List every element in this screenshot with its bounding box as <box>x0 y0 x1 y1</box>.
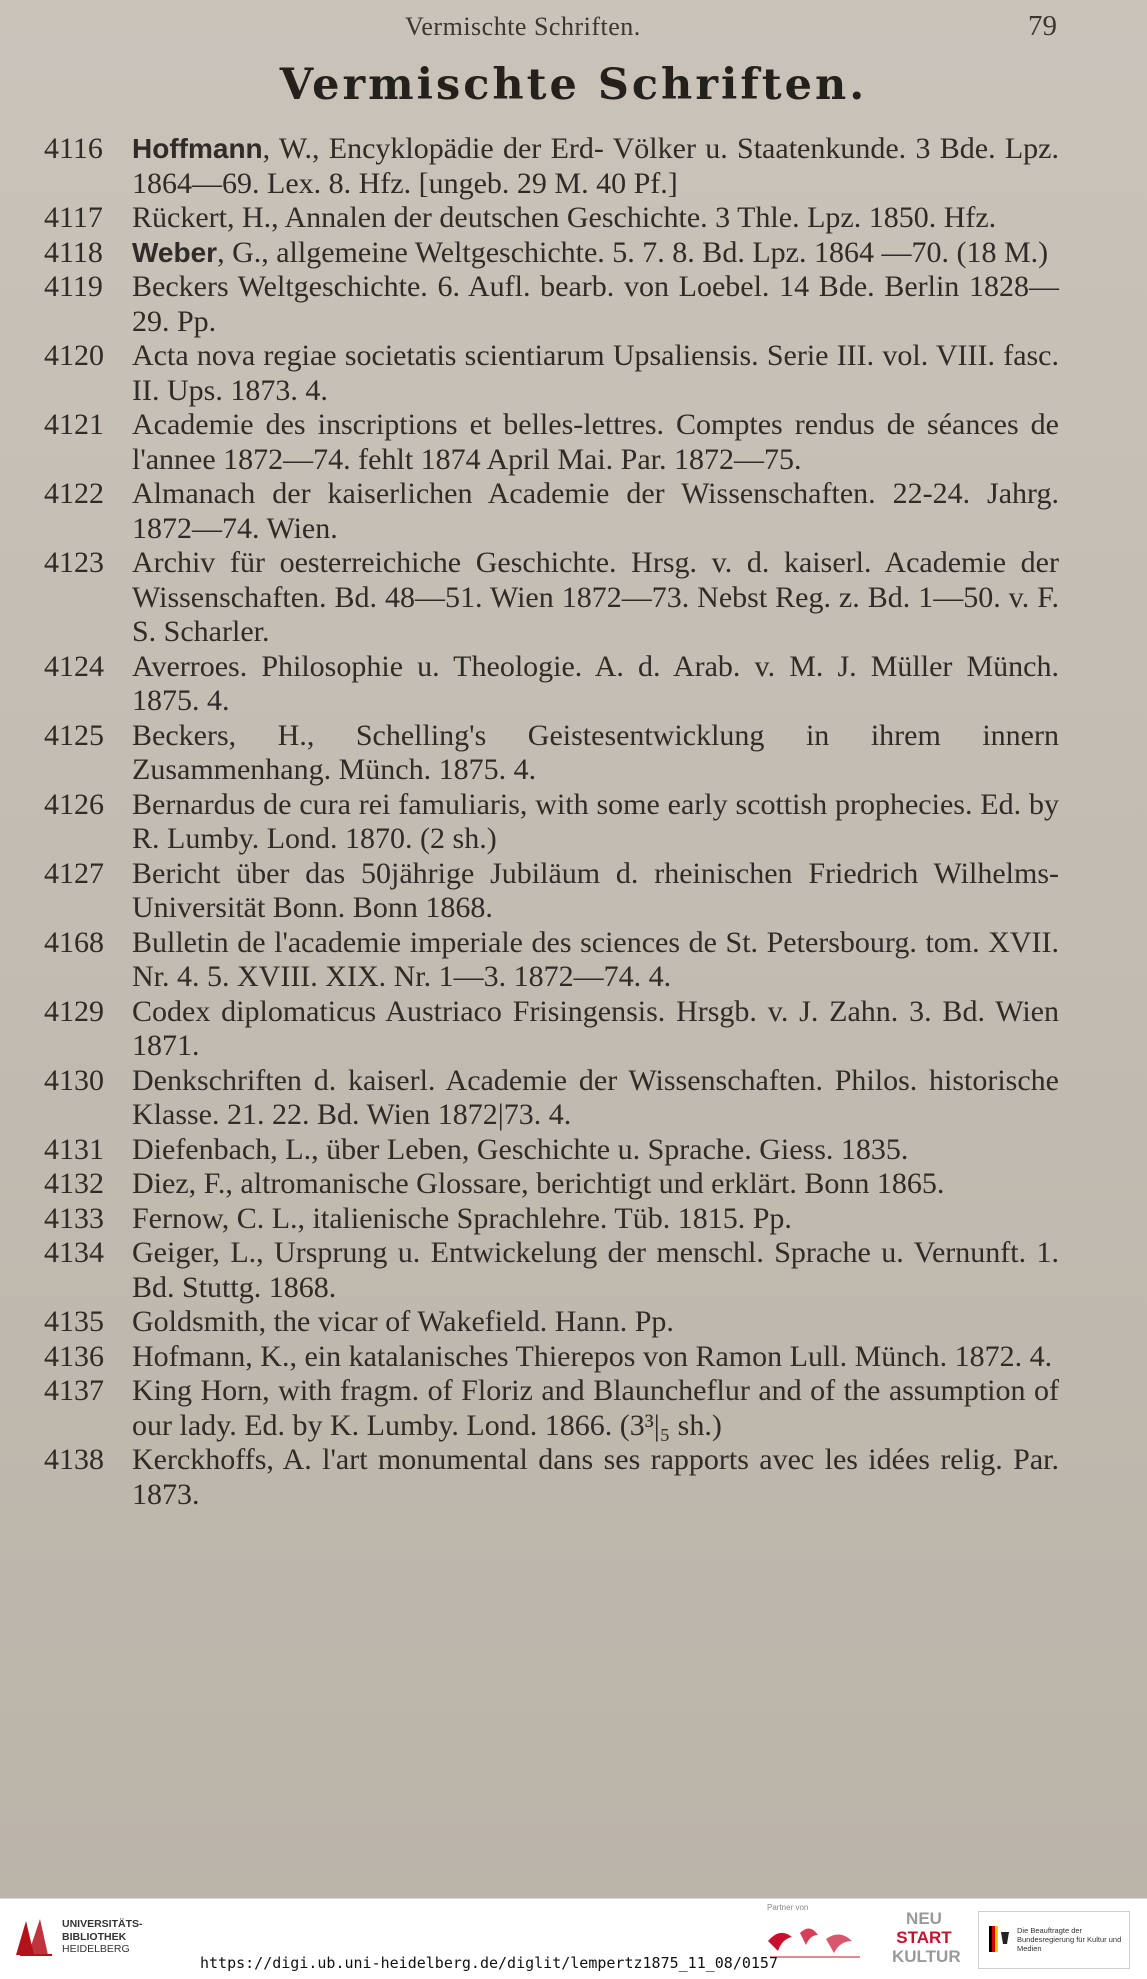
entry-number: 4123 <box>44 546 104 579</box>
catalogue-entry <box>44 650 1059 719</box>
catalogue-entry <box>44 1305 1059 1340</box>
library-name <box>62 1918 143 1956</box>
neustart-line: KULTUR <box>892 1947 961 1966</box>
page-number: 79 <box>1028 10 1057 42</box>
entry-text <box>132 1443 1059 1512</box>
catalogue-entry <box>44 408 1059 477</box>
entry-description: Diez, F., altromanische Glossare, berichtigt und erklärt. Bonn 1865. <box>132 1167 945 1200</box>
entry-description: Bernardus de cura rei famuliaris, with some early scottish prophecies. Ed. by R. Lumby. Lond. 1870. (2 sh.) <box>132 787 1059 855</box>
entry-number: 4132 <box>44 1167 104 1200</box>
entry-number: 4133 <box>44 1201 104 1235</box>
entry-text <box>132 719 1059 788</box>
entry-text <box>132 1133 1059 1168</box>
catalogue-entries <box>44 132 1059 1512</box>
entry-description: Beckers, H., Schelling's Geistesentwicklung in ihrem innern Zusammenhang. Münch. 1875. 4. <box>132 718 1059 786</box>
entry-description: King Horn, with fragm. of Floriz and Blauncheflur and of the assumption of our lady. Ed. by K. Lumby. Lond. 1866. (3³|₅ sh.) <box>132 1374 1059 1442</box>
entry-text <box>132 1374 1059 1443</box>
entry-description: , W., Encyklopädie der Erd- Völker u. Staatenkunde. 3 Bde. Lpz. 1864—69. Lex. 8. Hfz. [ungeb. 29 M. 40 Pf.] <box>132 132 1059 200</box>
neustart-line: NEU <box>906 1909 942 1928</box>
partner-label: Partner von <box>767 1903 809 1912</box>
entry-number: 4119 <box>44 270 103 303</box>
entry-text <box>132 650 1059 719</box>
entry-text <box>132 201 1059 236</box>
library-name-line: UNIVERSITÄTS- <box>62 1918 143 1930</box>
catalogue-entry <box>44 1133 1059 1168</box>
entry-description: Goldsmith, the vicar of Wakefield. Hann. Pp. <box>132 1305 674 1338</box>
entry-description: Rückert, H., Annalen der deutschen Geschichte. 3 Thle. Lpz. 1850. Hfz. <box>132 201 997 234</box>
entry-description: Archiv für oesterreichiche Geschichte. Hrsg. v. d. kaiserl. Academie der Wissenschaften. Bd. 48—51. Wien 1872—73. Nebst Reg. z. Bd. 1—50. v. F. S. Scharler. <box>132 546 1059 648</box>
running-title: Vermischte Schriften. <box>405 12 641 41</box>
entry-description: Fernow, C. L., italienische Sprachlehre. Tüb. 1815. Pp. <box>132 1201 792 1235</box>
entry-description: Bericht über das 50jährige Jubiläum d. rheinischen Friedrich Wilhelms-Universität Bonn. Bonn 1868. <box>132 856 1059 924</box>
catalogue-entry <box>44 995 1059 1064</box>
entry-text <box>132 995 1059 1064</box>
entry-description: Kerckhoffs, A. l'art monumental dans ses rapports avec les idées relig. Par. 1873. <box>132 1443 1059 1511</box>
university-library-logo-icon[interactable] <box>12 1915 56 1959</box>
entry-text <box>132 1202 1059 1237</box>
entry-author: Hoffmann <box>132 133 263 164</box>
entry-text <box>132 1236 1059 1305</box>
entry-description: Codex diplomaticus Austriaco Frisingensis. Hrsgb. v. J. Zahn. 3. Bd. Wien 1871. <box>132 994 1059 1062</box>
entry-text <box>132 408 1059 477</box>
catalogue-entry <box>44 270 1059 339</box>
entry-description: Bulletin de l'academie imperiale des sciences de St. Petersbourg. tom. XVII. Nr. 4. 5. XVIII. XIX. Nr. 1—3. 1872—74. 4. <box>132 925 1059 993</box>
entry-description: Academie des inscriptions et belles-lettres. Comptes rendus de séances de l'annee 1872—74. fehlt 1874 April Mai. Par. 1872—75. <box>132 408 1059 476</box>
entry-text <box>132 1167 1059 1202</box>
permalink-url[interactable]: https://digi.ub.uni-heidelberg.de/diglit/lempertz1875_11_08/0157 <box>200 1954 778 1972</box>
catalogue-entry <box>44 339 1059 408</box>
entry-description: Hofmann, K., ein katalanisches Thierepos von Ramon Lull. Münch. 1872. 4. <box>132 1339 1053 1373</box>
section-title: Vermischte Schriften. <box>279 60 868 110</box>
catalogue-entry <box>44 546 1059 650</box>
entry-text <box>132 926 1059 995</box>
entry-number: 4134 <box>44 1236 104 1269</box>
entry-author: Weber <box>132 236 218 268</box>
entry-number: 4118 <box>44 235 103 269</box>
entry-number: 4136 <box>44 1339 104 1373</box>
catalogue-entry <box>44 201 1059 236</box>
catalogue-entry <box>44 1374 1059 1443</box>
entry-text <box>132 1305 1059 1340</box>
entry-description: , G., allgemeine Weltgeschichte. 5. 7. 8. Bd. Lpz. 1864 —70. (18 M.) <box>217 235 1049 269</box>
entry-text <box>132 857 1059 926</box>
entry-number: 4117 <box>44 201 103 234</box>
entry-number: 4122 <box>44 477 104 510</box>
entry-number: 4130 <box>44 1063 104 1097</box>
entry-description: Beckers Weltgeschichte. 6. Aufl. bearb. von Loebel. 14 Bde. Berlin 1828—29. Pp. <box>132 270 1059 338</box>
entry-text <box>132 1340 1059 1375</box>
catalogue-entry <box>44 477 1059 546</box>
entry-description: Averroes. Philosophie u. Theologie. A. d. Arab. v. M. J. Müller Münch. 1875. 4. <box>132 649 1059 717</box>
catalogue-entry <box>44 857 1059 926</box>
entry-number: 4126 <box>44 787 104 821</box>
catalogue-entry <box>44 788 1059 857</box>
entry-text <box>132 270 1059 339</box>
entry-text <box>132 339 1059 408</box>
entry-text <box>132 477 1059 546</box>
viewer-footer <box>0 1898 1147 1979</box>
entry-text <box>132 132 1059 201</box>
catalogue-entry <box>44 719 1059 788</box>
entry-number: 4121 <box>44 408 104 441</box>
entry-description: Geiger, L., Ursprung u. Entwickelung der menschl. Sprache u. Vernunft. 1. Bd. Stuttg. 1868. <box>132 1236 1059 1304</box>
entry-number: 4125 <box>44 718 104 752</box>
entry-number: 4137 <box>44 1374 104 1407</box>
catalogue-entry <box>44 1340 1059 1375</box>
catalogue-entry <box>44 132 1059 201</box>
entry-number: 4135 <box>44 1305 104 1338</box>
entry-text <box>132 1064 1059 1133</box>
federal-eagle-icon <box>989 1926 1011 1952</box>
bkm-logo[interactable] <box>978 1911 1130 1969</box>
catalogue-entry <box>44 1443 1059 1512</box>
catalogue-entry <box>44 1064 1059 1133</box>
bkm-text: Die Beauftragte der Bundesregierung für Kultur und Medien <box>1017 1926 1122 1953</box>
entry-text <box>132 788 1059 857</box>
neustart-line: START <box>896 1928 952 1947</box>
entry-number: 4116 <box>44 132 103 165</box>
entry-number: 4124 <box>44 649 104 683</box>
entry-description: Denkschriften d. kaiserl. Academie der Wissenschaften. Philos. historische Klasse. 21. 22. Bd. Wien 1872|73. 4. <box>132 1063 1059 1131</box>
catalogue-entry <box>44 236 1059 271</box>
entry-number: 4127 <box>44 856 104 890</box>
library-name-line: HEIDELBERG <box>62 1943 130 1955</box>
entry-text <box>132 546 1059 650</box>
catalogue-entry <box>44 1236 1059 1305</box>
catalogue-entry <box>44 926 1059 995</box>
neustart-kultur-logo[interactable] <box>892 1909 961 1971</box>
entry-description: Diefenbach, L., über Leben, Geschichte u. Sprache. Giess. 1835. <box>132 1132 909 1166</box>
entry-number: 4120 <box>44 339 104 372</box>
catalogue-entry <box>44 1167 1059 1202</box>
entry-number: 4168 <box>44 925 104 959</box>
entry-number: 4131 <box>44 1132 104 1166</box>
entry-description: Acta nova regiae societatis scientiarum Upsaliensis. Serie III. vol. VIII. fasc. II. Ups. 1873. 4. <box>132 339 1059 407</box>
entry-description: Almanach der kaiserlichen Academie der Wissenschaften. 22-24. Jahrg. 1872—74. Wien. <box>132 477 1059 545</box>
library-name-line: BIBLIOTHEK <box>62 1930 127 1943</box>
entry-text <box>132 236 1059 271</box>
running-head <box>0 6 1147 50</box>
entry-number: 4129 <box>44 994 104 1028</box>
entry-number: 4138 <box>44 1443 104 1476</box>
catalogue-entry <box>44 1202 1059 1237</box>
